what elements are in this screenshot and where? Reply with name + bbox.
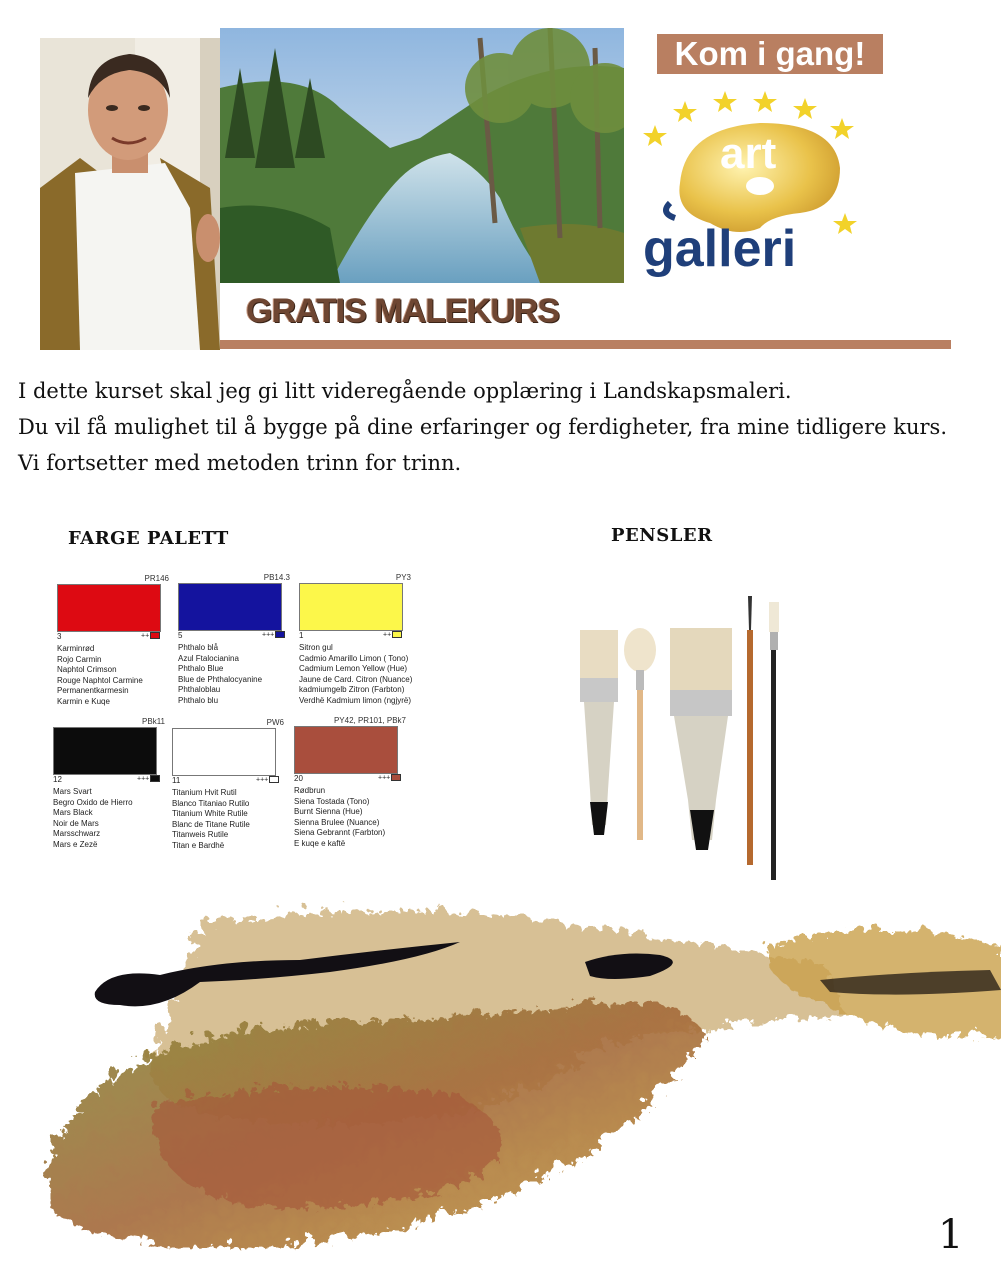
color-name: Azul Ftalocianina: [178, 653, 239, 663]
color-name: Permanentkarmesin: [57, 686, 129, 695]
banner-underline: [220, 340, 951, 349]
color-names: [294, 786, 385, 849]
intro-line: Du vil få mulighet til å bygge på dine erfaringer og ferdigheter, fra mine tidligere kurs.: [18, 415, 947, 439]
color-name: Siena Gebrannt (Farbton): [294, 828, 386, 837]
palette-heading: FARGE PALETT: [68, 528, 229, 549]
flat-brush-icon: [580, 630, 618, 835]
color-swatch: [299, 573, 411, 713]
lightfastness-rating: +++: [262, 631, 285, 638]
color-name: Rødbrun: [294, 786, 326, 795]
pigment-code: PB14.3: [263, 573, 290, 582]
pigment-code: PBk11: [142, 717, 165, 726]
color-names: [178, 643, 262, 706]
color-number: 11: [172, 776, 181, 785]
color-name: Phthaloblau: [178, 685, 221, 694]
color-number: 12: [53, 775, 62, 784]
color-chip-icon: [275, 631, 285, 638]
color-sample: [53, 727, 157, 775]
round-brush-icon: [747, 596, 753, 865]
color-name: Noir de Mars: [53, 818, 99, 828]
color-name: Titanweis Rutile: [172, 830, 229, 839]
liner-brush-icon: [769, 602, 779, 880]
color-chip-icon: [150, 632, 160, 639]
color-name: Rouge Naphtol Carmine: [57, 675, 143, 685]
color-name: Phthalo Blue: [178, 664, 224, 673]
page-number: 1: [938, 1212, 964, 1258]
color-name: Jaune de Card. Citron (Nuance): [299, 674, 413, 684]
color-sample: [294, 726, 398, 774]
color-name: Phthalo blu: [178, 695, 219, 705]
color-name: Blanco Titaniao Rutilo: [172, 798, 250, 808]
color-chip-icon: [391, 774, 401, 781]
intro-text: [18, 373, 947, 481]
color-number: 5: [178, 631, 183, 640]
lightfastness-rating: +++: [137, 775, 160, 782]
color-name: Titanium Hvit Rutil: [172, 788, 237, 797]
color-name: kadmiumgelb Zitron (Farbton): [299, 685, 405, 694]
color-name: Mars Svart: [53, 787, 92, 796]
banner-title: GRATIS MALEKURS: [246, 292, 560, 330]
color-name: Blue de Phthalocyanine: [178, 674, 263, 684]
color-name: Titan e Bardhë: [172, 840, 225, 850]
color-name: Marsschwarz: [53, 829, 101, 838]
lightfastness-rating: ++: [141, 632, 160, 639]
color-names: [57, 644, 143, 707]
cta-badge: Kom i gang!: [657, 34, 883, 74]
svg-text:art: art: [720, 129, 777, 178]
color-names: [299, 643, 412, 706]
color-name: Phthalo blå: [178, 643, 219, 652]
color-name: Siena Tostada (Tono): [294, 796, 370, 806]
color-name: Blanc de Titane Rutile: [172, 819, 250, 829]
color-chip-icon: [269, 776, 279, 783]
color-number: 1: [299, 631, 304, 640]
pigment-code: PR146: [144, 574, 169, 583]
color-name: Karmin e Kuqe: [57, 696, 110, 706]
landscape-painting: [220, 28, 624, 283]
color-name: Rojo Carmin: [57, 654, 102, 664]
paint-brushes-image: [570, 590, 800, 885]
color-swatch: [57, 574, 169, 714]
brushes-heading: PENSLER: [611, 525, 713, 546]
color-sample: [178, 583, 282, 631]
color-name: Cadmio Amarillo Limon ( Tono): [299, 653, 409, 663]
pigment-code: PY42, PR101, PBk7: [333, 716, 406, 725]
color-sample: [172, 728, 276, 776]
wide-brush-icon: [670, 628, 732, 850]
color-swatch: [178, 573, 290, 713]
color-number: 3: [57, 632, 62, 641]
color-name: Sitron gul: [299, 643, 333, 652]
color-name: Cadmium Lemon Yellow (Hue): [299, 664, 408, 673]
color-name: Burnt Sienna (Hue): [294, 807, 363, 816]
color-names: [172, 788, 250, 851]
pigment-code: PY3: [395, 573, 411, 582]
color-name: Titanium White Rutile: [172, 809, 248, 818]
mop-brush-icon: [624, 628, 656, 840]
color-name: Mars Black: [53, 808, 93, 817]
paint-strokes-image: [0, 880, 1001, 1280]
color-name: E kuqe e kaftë: [294, 838, 346, 848]
color-swatch: [294, 716, 406, 856]
color-chip-icon: [150, 775, 160, 782]
color-sample: [57, 584, 161, 632]
color-name: Mars e Zezë: [53, 839, 98, 849]
color-names: [53, 787, 133, 850]
color-name: Sienna Brulee (Nuance): [294, 817, 380, 827]
artist-portrait-photo: [40, 38, 220, 350]
lightfastness-rating: +++: [256, 776, 279, 783]
color-name: Verdhë Kadmium limon (ngjyrë): [299, 695, 412, 705]
color-name: Naphtol Crimson: [57, 665, 117, 674]
intro-line: I dette kurset skal jeg gi litt videregående opplæring i Landskapsmaleri.: [18, 379, 792, 403]
lightfastness-rating: +++: [378, 774, 401, 781]
pigment-code: PW6: [266, 718, 284, 727]
color-swatch: [172, 718, 284, 858]
intro-line: Vi fortsetter med metoden trinn for trinn.: [18, 451, 462, 475]
color-name: Karminrød: [57, 644, 95, 653]
color-swatch: [53, 717, 165, 857]
color-sample: [299, 583, 403, 631]
lightfastness-rating: ++: [383, 631, 402, 638]
color-name: Begro Oxido de Hierro: [53, 797, 133, 807]
svg-text:galleri: galleri: [643, 220, 797, 278]
color-number: 20: [294, 774, 303, 783]
color-chip-icon: [392, 631, 402, 638]
art-galleri-logo: [640, 88, 880, 278]
